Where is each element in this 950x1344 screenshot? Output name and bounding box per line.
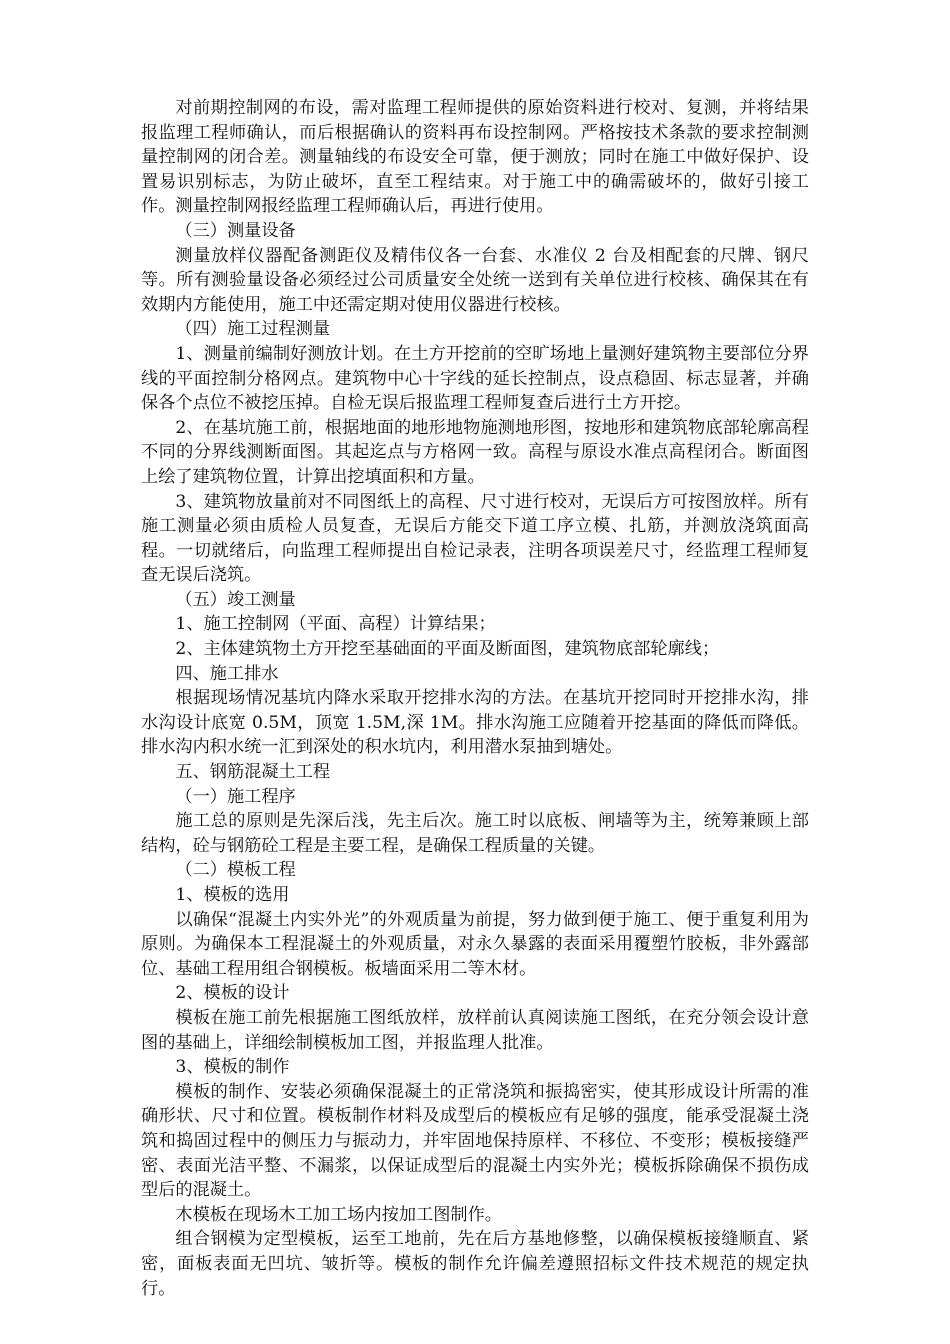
paragraph-formwork-selection: 以确保“混凝土内实外光”的外观质量为前提，努力做到便于施工、便于重复利用为原则。为确保本工程混凝土的外观质量，对永久暴露的表面采用覆塑竹胶板，非外露部位、基础工程用组合钢模板。板墙面采用二等木材。 bbox=[141, 909, 809, 979]
document-body bbox=[141, 96, 809, 1301]
heading-construction-survey: （四）施工过程测量 bbox=[175, 319, 331, 340]
paragraph-survey-equipment: 测量放样仪器配备测距仪及精伟仪各一台套、水准仪 2 台及相配套的尺牌、钢尺等。所有测验量设备必须经过公司质量安全处统一送到有关单位进行校核、确保其在有效期内方能使用，施工中还需定期对使用仪器进行校核。 bbox=[141, 245, 809, 315]
heading-formwork-selection: 1、模板的选用 bbox=[175, 885, 290, 905]
heading-reinforced-concrete: 五、钢筋混凝土工程 bbox=[175, 762, 331, 783]
paragraph-formwork-design: 模板在施工前先根据施工图纸放样，放样前认真阅读施工图纸，在充分领会设计意图的基础上，详细绘制模板加工图，并报监理人批准。 bbox=[141, 1007, 809, 1053]
list-item-excavation-plans: 2、主体建筑物土方开挖至基础面的平面及断面图，建筑物底部轮廓线； bbox=[175, 639, 720, 660]
paragraph-control-network: 对前期控制网的布设，需对监理工程师提供的原始资料进行校对、复测，并将结果报监理工程师确认，而后根据确认的资料再布设控制网。严格按技术条款的要求控制测量控制网的闭合差。测量轴线的布设安全可靠，便于测放；同时在施工中做好保护、设置易识别标志，为防止破坏，直至工程结束。对于施工中的确需破坏的，做好引接工作。测量控制网报经监理工程师确认后，再进行使用。 bbox=[141, 98, 809, 217]
heading-completion-survey: （五）竣工测量 bbox=[175, 589, 296, 610]
heading-formwork: （二）模板工程 bbox=[175, 860, 296, 881]
paragraph-survey-plan: 1、测量前编制好测放计划。在土方开挖前的空旷场地上量测好建筑物主要部位分界线的平面控制分格网点。建筑物中心十字线的延长控制点，设点稳固、标志显著，并确保各个点位不被挖压掉。自检无误后报监理工程师复查后进行土方开挖。 bbox=[141, 343, 809, 414]
heading-formwork-fabrication: 3、模板的制作 bbox=[175, 1057, 290, 1078]
heading-drainage: 四、施工排水 bbox=[175, 663, 279, 684]
heading-formwork-design: 2、模板的设计 bbox=[175, 983, 290, 1004]
paragraph-construction-sequence: 施工总的原则是先深后浅，先主后次。施工时以底板、闸墙等为主，统筹兼顾上部结构，砼与钢筋砼工程是主要工程，是确保工程质量的关键。 bbox=[141, 811, 809, 856]
paragraph-layout-check: 3、建筑物放量前对不同图纸上的高程、尺寸进行校对，无误后方可按图放样。所有施工测量必须由质检人员复查，无误后方能交下道工序立模、扎筋，并测放浇筑面高程。一切就绪后，向监理工程师提出自检记录表，注明各项误差尺寸，经监理工程师复查无误后浇筑。 bbox=[141, 491, 809, 586]
paragraph-steel-formwork: 组合钢模为定型模板，运至工地前，先在后方基地修整，以确保模板接缝顺直、紧密，面板表面无凹坑、皱折等。模板的制作允许偏差遵照招标文件技术规范的规定执行。 bbox=[141, 1229, 809, 1299]
heading-survey-equipment: （三）测量设备 bbox=[175, 220, 296, 241]
paragraph-drainage: 根据现场情况基坑内降水采取开挖排水沟的方法。在基坑开挖同时开挖排水沟，排水沟设计底宽 0.5M，顶宽 1.5M,深 1M。排水沟施工应随着开挖基面的降低而降低。排水沟内积水统一汇到深处的积水坑内，利用潜水泵抽到塘处。 bbox=[141, 688, 809, 758]
list-item-control-results: 1、施工控制网（平面、高程）计算结果； bbox=[175, 614, 496, 635]
paragraph-wood-formwork: 木模板在现场木工加工场内按加工图制作。 bbox=[175, 1204, 502, 1225]
heading-construction-sequence: （一）施工程序 bbox=[175, 786, 296, 807]
paragraph-formwork-fabrication: 模板的制作、安装必须确保混凝土的正常浇筑和振捣密实，使其形成设计所需的准确形状、尺寸和位置。模板制作材料及成型后的模板应有足够的强度，能承受混凝土浇筑和捣固过程中的侧压力与振动力，并牢固地保持原样、不移位、不变形；模板接缝严密、表面光洁平整、不漏浆，以保证成型后的混凝土内实外光；模板拆除确保不损伤成型后的混凝土。 bbox=[141, 1081, 809, 1201]
paragraph-pit-survey: 2、在基坑施工前，根据地面的地形地物施测地形图，按地形和建筑物底部轮廓高程不同的分界线测断面图。其起迄点与方格网一致。高程与原设水准点高程闭合。断面图上绘了建筑物位置，计算出挖填面积和方量。 bbox=[141, 417, 809, 487]
